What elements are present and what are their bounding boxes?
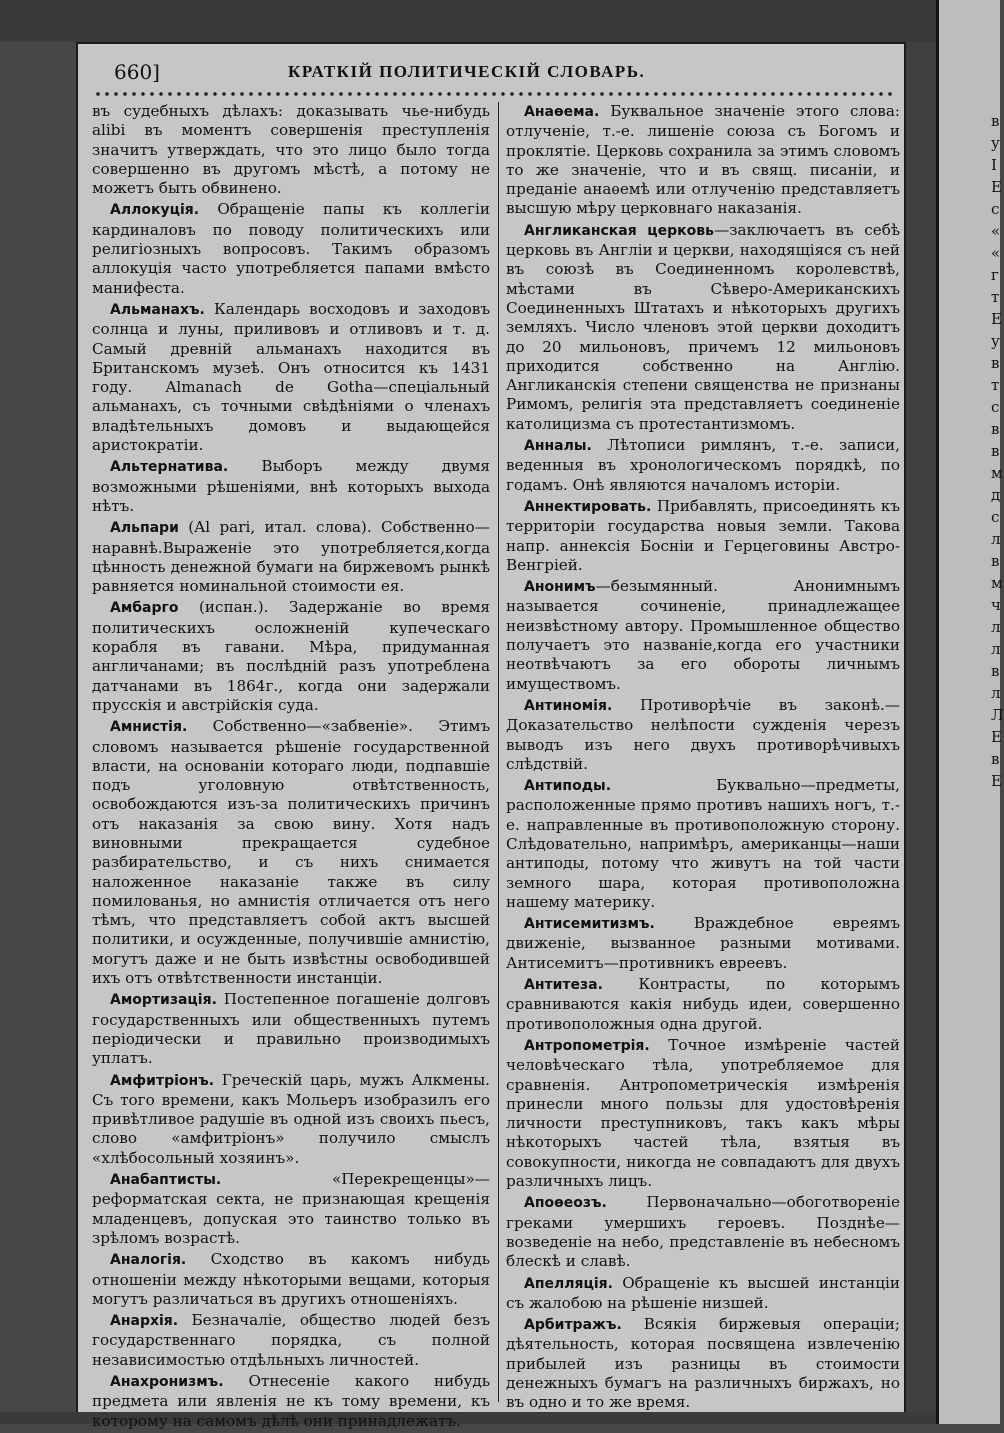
dictionary-entry	[506, 497, 900, 575]
header-ornament-rule	[94, 90, 892, 98]
dictionary-page	[76, 42, 906, 1430]
dictionary-entry	[506, 436, 900, 495]
dictionary-entry	[92, 990, 490, 1068]
edge-letter: ч	[991, 596, 1001, 614]
dictionary-entry	[92, 1311, 490, 1370]
entry-term: Альтернатива.	[110, 459, 229, 476]
entry-definition: (испан.). Задержаніе во время политическихъ осложненій купеческаго корабля въ гавани. Мѣра, придуманная англичанами; въ послѣдній разъ употреблена датчанами въ 1864г., когда они задержали прусскія и австрійскія суда.	[92, 598, 490, 714]
edge-letter: Л	[991, 706, 1004, 724]
entry-definition: Буквальное значеніе этого слова: отлученіе, т.-е. лишеніе союза съ Богомъ и проклятіе. Церковь сохранила за этимъ словомъ то же значеніе, что и въ свящ. писаніи, и преданіе анаѳемѣ или отлученію представляетъ высшую мѣру церковнаго наказанія.	[506, 102, 900, 218]
entry-term: Антисемитизмъ.	[524, 916, 655, 933]
dictionary-entry	[506, 1274, 900, 1314]
entry-term: Амнистія.	[110, 719, 188, 736]
scan-top-margin	[0, 0, 936, 42]
dictionary-entry	[92, 1170, 490, 1248]
dictionary-entry	[92, 598, 490, 715]
edge-letter: л	[991, 684, 1001, 702]
entry-definition: Отнесеніе какого нибудь предмета или явленія не къ тому времени, къ которому на самомъ дѣлѣ они принадлежатъ.	[92, 1372, 490, 1430]
dictionary-entry	[92, 1071, 490, 1168]
entry-definition: Календарь восходовъ и заходовъ солнца и луны, приливовъ и отливовъ и т. д. Самый древній альманахъ находится въ Британскомъ музеѣ. Онъ относится къ 1431 году. Almanach de Gotha—спеціальный альманахъ, съ точными свѣдѣніями о членахъ владѣтельныхъ домовъ и выдающейся аристократіи.	[92, 299, 490, 455]
edge-letter: с	[991, 508, 1000, 526]
edge-letter: у	[991, 332, 1000, 350]
entry-term: Анахронизмъ.	[110, 1374, 224, 1390]
dictionary-entry	[506, 776, 900, 912]
edge-letter: л	[991, 530, 1001, 548]
entry-term: Аналогія.	[110, 1252, 187, 1269]
edge-letter: Е	[991, 178, 1002, 196]
entry-definition: —безымянный. Анонимнымъ называется сочиненіе, принадлежащее неизвѣстному автору. Промышленное общество получаетъ это названіе,когда его участники неотвѣчаютъ за его обороты личнымъ имуществомъ.	[506, 577, 900, 693]
entry-term: Антропометрія.	[524, 1037, 650, 1054]
entry-term: Анналы.	[524, 438, 592, 455]
dictionary-entry	[92, 717, 490, 988]
entry-definition: Постепенное погашеніе долговъ государственныхъ или общественныхъ путемъ періодически и правильно производимыхъ уплатъ.	[92, 990, 490, 1068]
entry-term: Антиномія.	[524, 697, 613, 714]
entry-definition: Собственно—«забвеніе». Этимъ словомъ называется рѣшеніе государственной власти, на основаніи котораго люди, подпавшіе подъ уголовную отвѣтственность, освобождаются изъ-за политическихъ причинъ отъ наказанія за свою вину. Хотя надъ виновными прекращается судебное разбирательство, и съ нихъ снимается наложенное наказаніе также въ силу помилованья, но амнистія отличается отъ него тѣмъ, что представляетъ собой актъ высшей политики, и осужденные, получившіе амнистію, могутъ даже и не быть извѣстны освободившей ихъ отъ отвѣтственности инстанціи.	[92, 717, 490, 988]
entry-definition: Буквально—предметы, расположенные прямо противъ нашихъ ногъ, т.-е. направленные въ противоположную сторону. Слѣдовательно, напримѣръ, американцы—наши антиподы, потому что живутъ на той части земного шара, которая противоположна нашему материку.	[506, 776, 900, 911]
scan-gutter	[906, 42, 936, 1412]
edge-letter: с	[991, 200, 1000, 218]
edge-letter: в	[991, 552, 1000, 570]
running-title: КРАТКІЙ ПОЛИТИЧЕСКІЙ СЛОВАРЬ.	[288, 62, 646, 81]
entry-definition: «Перекрещенцы»—реформатская секта, не признающая крещенія младенцевъ, допуская это таинство только въ зрѣломъ возрастѣ.	[92, 1170, 490, 1247]
edge-letter: у	[991, 134, 1000, 152]
entry-definition: Прибавлять, присоединять къ территоріи государства новыя земли. Такова напр. аннексія Босніи и Герцеговины Австро-Венгріей.	[506, 496, 900, 574]
edge-letter: л	[991, 640, 1001, 658]
entry-term: Англиканская церковь	[524, 222, 714, 239]
entry-term: Апоѳеозъ.	[524, 1195, 607, 1212]
adjacent-page-edge	[936, 0, 1004, 1424]
dictionary-entry	[506, 1036, 900, 1191]
entry-term: Амбарго	[110, 600, 179, 617]
edge-letter: с	[991, 398, 1000, 416]
dictionary-entry	[92, 518, 490, 596]
dictionary-entry	[506, 1315, 900, 1412]
dictionary-entry	[92, 457, 490, 516]
edge-letter: д	[991, 486, 1001, 504]
entry-term: Амфитріонъ.	[110, 1072, 215, 1089]
page-header	[78, 58, 904, 88]
entry-definition: Всякія биржевыя операціи; дѣятельность, которая посвящена извлеченію прибылей изъ разницы въ стоимости денежныхъ бумагъ на различныхъ биржахъ, но въ одно и то же время.	[506, 1315, 900, 1412]
dictionary-entry	[92, 200, 490, 297]
dictionary-entry	[92, 300, 490, 455]
entry-term: Амортизація.	[110, 992, 217, 1009]
entry-definition: (Al pari, итал. слова). Собственно—наравнѣ.Выраженіе это употребляется,когда цѣнность денежной бумаги на биржевомъ рынкѣ равняется номинальной стоимости ея.	[92, 518, 490, 596]
entry-definition: Противорѣчіе въ законѣ.—Доказательство нелѣпости сужденія черезъ выводъ изъ него двухъ противорѣчивыхъ слѣдствій.	[506, 695, 900, 773]
entry-term: Анонимъ	[524, 579, 596, 596]
dictionary-entry	[506, 696, 900, 774]
entry-definition: Лѣтописи римлянъ, т.-е. записи, веденныя въ хронологическомъ порядкѣ, по годамъ. Онѣ являются началомъ исторіи.	[506, 436, 900, 494]
entry-term: Аллокуція.	[110, 202, 200, 219]
page-number: 660]	[114, 60, 160, 84]
edge-letter: «	[991, 222, 1001, 240]
entry-term: Анаѳема.	[524, 104, 600, 120]
entry-term: Альманахъ.	[110, 301, 205, 318]
entry-term: Апелляція.	[524, 1275, 613, 1292]
dictionary-entry	[92, 1250, 490, 1309]
dictionary-entry	[506, 102, 900, 219]
edge-letter: Е	[991, 310, 1002, 328]
entry-definition: Греческій царь, мужъ Алкмены. Съ того времени, какъ Мольеръ изобразилъ его привѣтливое радушіе въ одной изъ своихъ пьесъ, слово «амфитріонъ» получило смыслъ «хлѣбосольный хозяинъ».	[92, 1070, 490, 1167]
edge-letter: т	[991, 376, 1000, 394]
entry-definition: въ судебныхъ дѣлахъ: доказывать чье-нибудь alibi въ моментъ совершенія преступленія значитъ утверждать, что это лицо было тогда совершенно въ другомъ мѣстѣ, а потому не можетъ быть обвинено.	[92, 102, 490, 198]
right-column	[506, 102, 900, 1415]
dictionary-entry	[92, 102, 490, 198]
entry-term: Антиподы.	[524, 778, 612, 795]
entry-definition: Сходство въ какомъ нибудь отношеніи между нѣкоторыми вещами, которыя могутъ различаться въ другихъ отношеніяхъ.	[92, 1250, 490, 1308]
entry-definition: —заключаетъ въ себѣ церковь въ Англіи и церкви, находящіяся съ ней въ союзѣ въ Соединенномъ королевствѣ, мѣстами въ Сѣверо-Американскихъ Соединенныхъ Штатахъ и нѣкоторыхъ другихъ земляхъ. Число членовъ этой церкви доходитъ до 20 мильоновъ, причемъ 12 мильоновъ приходится собственно на Англію. Англиканскія степени священства не признаны Римомъ, религія эта представляетъ соединеніе католицизма съ протестантизмомъ.	[506, 220, 900, 433]
entry-term: Аннектировать.	[524, 498, 652, 515]
entry-term: Альпари	[110, 520, 179, 537]
edge-letter: в	[991, 662, 1000, 680]
entry-term: Анабаптисты.	[110, 1172, 222, 1189]
entry-definition: Точное измѣреніе частей человѣческаго тѣла, употребляемое для сравненія. Антропометрическія измѣренія принесли много пользы для удостовѣренія личности преступниковъ, такъ какъ мѣры нѣкоторыхъ частей тѣла, взятыя въ совокупности, никогда не совпадаютъ для двухъ различныхъ лицъ.	[506, 1035, 900, 1191]
edge-letter: в	[991, 354, 1000, 372]
entry-term: Арбитражъ.	[524, 1317, 622, 1334]
edge-letter: в	[991, 442, 1000, 460]
edge-letter: г	[991, 266, 999, 284]
edge-letter: I	[991, 156, 997, 174]
edge-letter: л	[991, 618, 1001, 636]
entry-definition: Обращеніе къ высшей инстанціи съ жалобою на рѣшеніе низшей.	[506, 1273, 900, 1312]
dictionary-entry	[506, 914, 900, 973]
dictionary-entry	[506, 975, 900, 1034]
edge-letter: в	[991, 420, 1000, 438]
dictionary-entry	[506, 1193, 900, 1271]
entry-definition: Обращеніе папы къ коллегіи кардиналовъ по поводу политическихъ или религіозныхъ вопросовъ. Такимъ образомъ аллокуція часто употребляется папами вмѣсто манифеста.	[92, 200, 490, 297]
edge-letter: м	[991, 464, 1003, 482]
entry-definition: Безначаліе, общество людей безъ государственнаго порядка, съ полной независимостью отдѣльныхъ личностей.	[92, 1311, 490, 1369]
edge-letter: т	[991, 288, 1000, 306]
dictionary-entry	[92, 1372, 490, 1431]
edge-letter: в	[991, 112, 1000, 130]
edge-letter: в	[991, 750, 1000, 768]
left-column	[92, 102, 490, 1433]
entry-term: Анархія.	[110, 1313, 179, 1330]
entry-definition: Контрасты, по которымъ сравниваются какія нибудь идеи, совершенно противоположныя одна другой.	[506, 975, 900, 1033]
entry-definition: Первоначально—обоготвореніе греками умершихъ героевъ. Позднѣе—возведеніе на небо, представленіе въ небесномъ блескѣ и славѣ.	[506, 1193, 900, 1271]
edge-letter: Е	[991, 772, 1002, 790]
edge-letter: Е	[991, 728, 1002, 746]
adjacent-page-text	[991, 110, 1004, 792]
edge-letter: «	[991, 244, 1001, 262]
dictionary-entry	[506, 221, 900, 434]
entry-definition: Выборъ между двумя возможными рѣшеніями, внѣ которыхъ выхода нѣтъ.	[92, 457, 490, 515]
dictionary-entry	[506, 577, 900, 694]
entry-term: Антитеза.	[524, 977, 603, 994]
entry-definition: Враждебное евреямъ движеніе, вызванное разными мотивами. Антисемитъ—противникъ евреевъ.	[506, 914, 900, 972]
column-divider	[498, 102, 499, 1402]
edge-letter: м	[991, 574, 1003, 592]
